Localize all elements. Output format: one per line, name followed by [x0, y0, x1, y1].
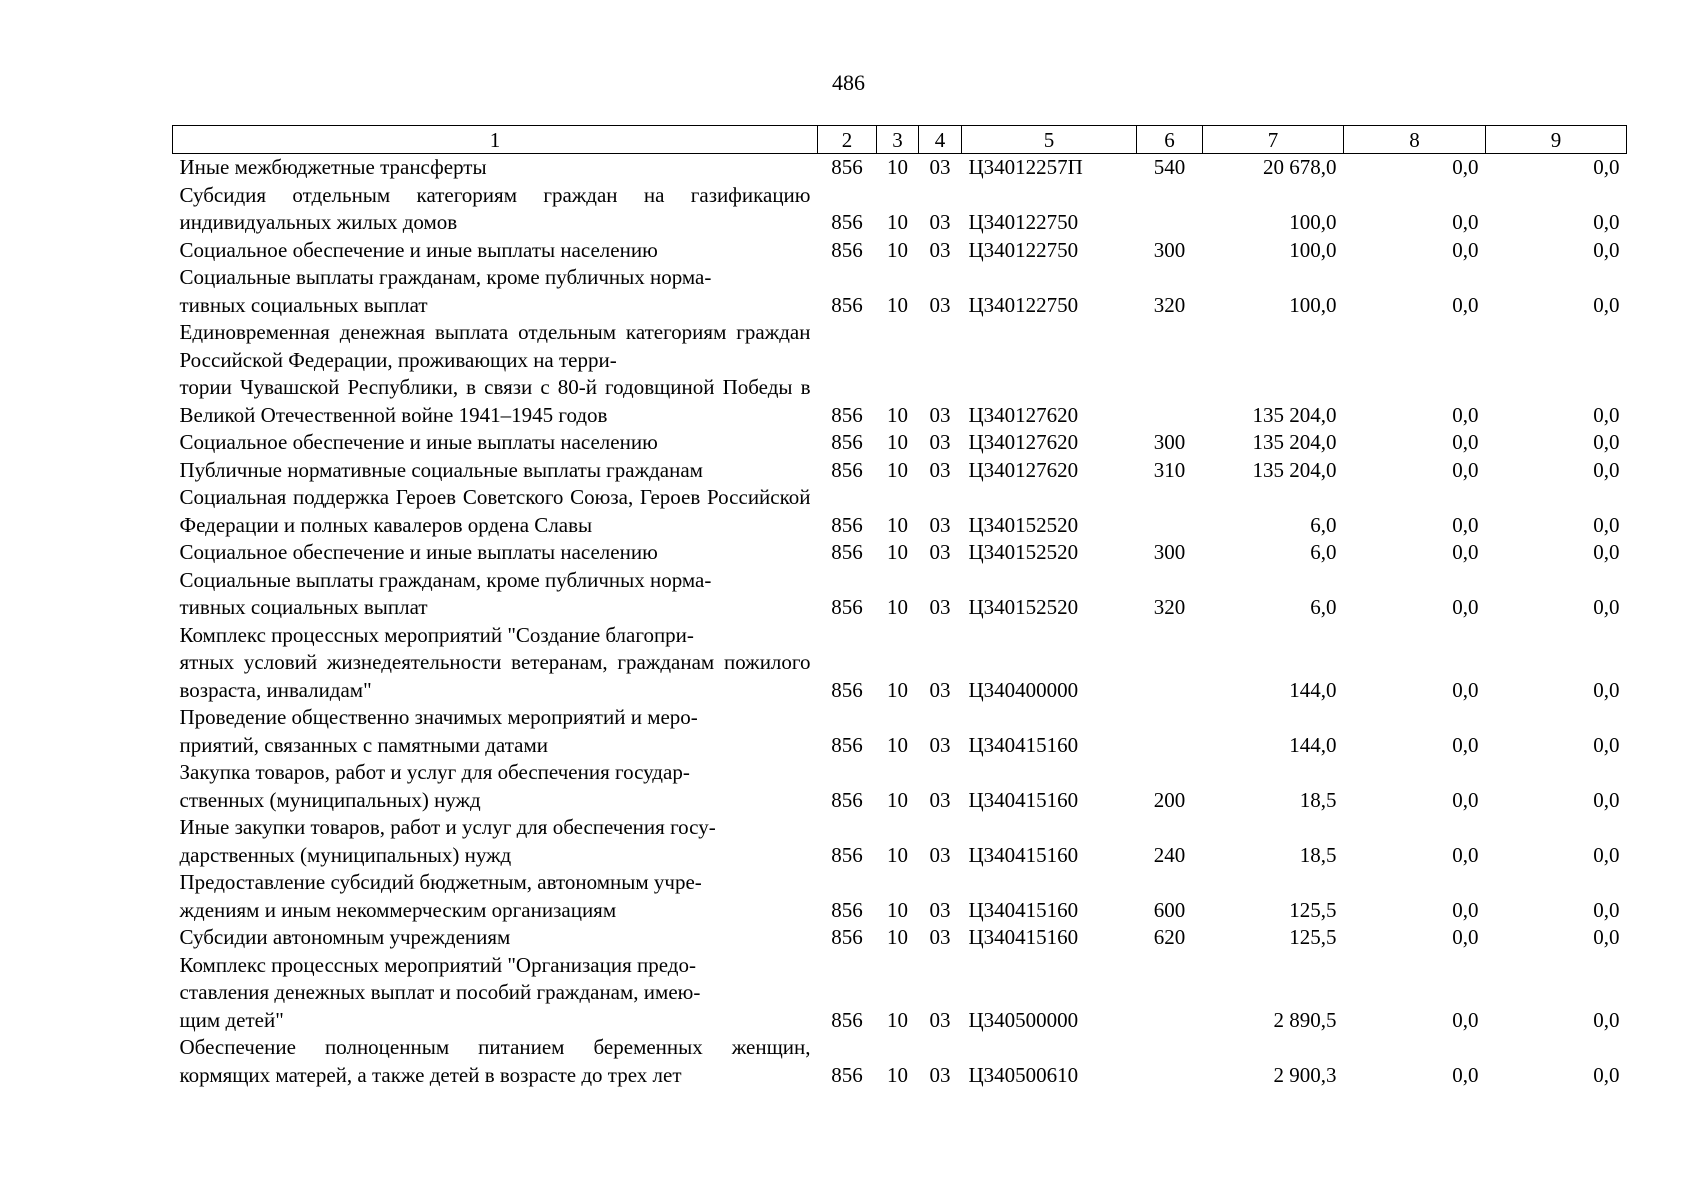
section-code: 10 [887, 677, 908, 702]
amount-col9: 0,0 [1593, 237, 1620, 262]
amount-col8: 0,0 [1452, 677, 1479, 702]
target-article-code: Ц340127620 [968, 457, 1079, 482]
table-row [173, 429, 1627, 457]
target-article-code: Ц340400000 [968, 677, 1079, 702]
admin-code: 856 [831, 897, 863, 922]
amount-col7: 125,5 [1289, 897, 1337, 922]
admin-code: 856 [831, 210, 863, 234]
table-body [173, 154, 1627, 1090]
amount-col9: 0,0 [1593, 677, 1620, 702]
amount-col8: 0,0 [1452, 925, 1479, 949]
amount-col7: 2 890,5 [1273, 1007, 1337, 1032]
target-article-code: Ц340415160 [968, 732, 1079, 757]
amount-col7: 18,5 [1299, 842, 1337, 867]
amount-col8: 0,0 [1452, 732, 1479, 757]
admin-code: 856 [831, 787, 863, 812]
table-row [173, 154, 1627, 182]
expense-type-code: 600 [1153, 897, 1186, 922]
amount-col9: 0,0 [1593, 787, 1620, 812]
expense-type-code: 300 [1153, 540, 1186, 564]
target-article-code: Ц340415160 [968, 842, 1079, 867]
amount-col7: 6,0 [1310, 540, 1337, 564]
row-name: Социальное обеспечение и иные выплаты населению [179, 540, 658, 564]
admin-code: 856 [831, 925, 863, 949]
admin-code: 856 [831, 842, 863, 867]
amount-col9: 0,0 [1593, 897, 1620, 922]
expense-type-code: 200 [1153, 787, 1186, 812]
table-row [173, 484, 1627, 539]
amount-col7: 100,0 [1289, 292, 1337, 317]
amount-col7: 144,0 [1289, 732, 1337, 757]
amount-col8: 0,0 [1452, 430, 1479, 454]
amount-col8: 0,0 [1452, 540, 1479, 564]
expense-type-code: 310 [1153, 457, 1186, 482]
table-row [173, 567, 1627, 622]
target-article-code: Ц340500000 [968, 1007, 1079, 1032]
row-name: Субсидия отдельным категориям граждан на газификацию индивидуальных жилых домов [179, 182, 811, 234]
column-header-6: 6 [1137, 126, 1203, 154]
admin-code: 856 [831, 237, 863, 262]
target-article-code: Ц340152520 [968, 595, 1079, 619]
expense-type-code [1137, 319, 1203, 429]
target-article-code: Ц340122750 [968, 210, 1079, 234]
amount-col7: 135 204,0 [1252, 457, 1337, 482]
expense-type-code: 620 [1153, 925, 1186, 949]
amount-col7: 125,5 [1289, 925, 1337, 949]
table-row [173, 814, 1627, 869]
amount-col9: 0,0 [1593, 595, 1620, 619]
amount-col7: 20 678,0 [1263, 155, 1337, 179]
subsection-code: 03 [929, 210, 951, 234]
amount-col9: 0,0 [1593, 1007, 1620, 1032]
admin-code: 856 [831, 512, 863, 537]
subsection-code: 03 [929, 897, 951, 922]
expense-type-code [1137, 1034, 1203, 1089]
target-article-code: Ц340127620 [968, 402, 1079, 427]
subsection-code: 03 [929, 155, 951, 179]
expense-type-code [1137, 704, 1203, 759]
expense-type-code: 240 [1153, 842, 1186, 867]
section-code: 10 [887, 842, 908, 867]
amount-col7: 135 204,0 [1252, 402, 1337, 427]
target-article-code: Ц340415160 [968, 925, 1079, 949]
amount-col8: 0,0 [1452, 787, 1479, 812]
page-number: 486 [832, 70, 865, 95]
amount-col8: 0,0 [1452, 1007, 1479, 1032]
admin-code: 856 [831, 457, 863, 482]
row-name: Закупка товаров, работ и услуг для обеспечения государ- ственных (муниципальных) нужд [179, 760, 690, 812]
amount-col9: 0,0 [1593, 1062, 1620, 1087]
subsection-code: 03 [929, 512, 951, 537]
row-name: Предоставление субсидий бюджетным, автономным учре- ждениям и иным некоммерческим организациям [179, 870, 702, 922]
amount-col8: 0,0 [1452, 842, 1479, 867]
subsection-code: 03 [929, 430, 951, 454]
section-code: 10 [887, 595, 908, 619]
row-name: Субсидии автономным учреждениям [179, 925, 511, 949]
amount-col7: 100,0 [1289, 237, 1337, 262]
column-header-5: 5 [962, 126, 1137, 154]
section-code: 10 [887, 732, 908, 757]
subsection-code: 03 [929, 402, 951, 427]
amount-col8: 0,0 [1452, 237, 1479, 262]
table-row [173, 539, 1627, 567]
subsection-code: 03 [929, 237, 951, 262]
column-header-1: 1 [173, 126, 818, 154]
table-row [173, 1034, 1627, 1089]
column-header-8: 8 [1344, 126, 1486, 154]
section-code: 10 [887, 402, 908, 427]
amount-col9: 0,0 [1593, 430, 1620, 454]
expense-type-code [1137, 622, 1203, 705]
subsection-code: 03 [929, 292, 951, 317]
column-header-7: 7 [1203, 126, 1344, 154]
subsection-code: 03 [929, 732, 951, 757]
amount-col8: 0,0 [1452, 595, 1479, 619]
section-code: 10 [887, 512, 908, 537]
amount-col7: 2 900,3 [1273, 1062, 1337, 1087]
table-row [173, 457, 1627, 485]
table-row [173, 924, 1627, 952]
expense-type-code [1137, 182, 1203, 237]
section-code: 10 [887, 1062, 908, 1087]
table-row [173, 237, 1627, 265]
admin-code: 856 [831, 1007, 863, 1032]
table-row [173, 319, 1627, 429]
amount-col7: 100,0 [1289, 210, 1337, 234]
section-code: 10 [887, 925, 908, 949]
column-header-2: 2 [818, 126, 877, 154]
subsection-code: 03 [929, 842, 951, 867]
target-article-code: Ц340415160 [968, 897, 1079, 922]
subsection-code: 03 [929, 540, 951, 564]
amount-col9: 0,0 [1593, 292, 1620, 317]
section-code: 10 [887, 210, 908, 234]
row-name: Иные закупки товаров, работ и услуг для обеспечения госу- дарственных (муниципальных) нужд [179, 815, 716, 867]
table-row [173, 704, 1627, 759]
amount-col8: 0,0 [1452, 1062, 1479, 1087]
table-row [173, 952, 1627, 1035]
subsection-code: 03 [929, 787, 951, 812]
amount-col9: 0,0 [1593, 925, 1620, 949]
section-code: 10 [887, 540, 908, 564]
admin-code: 856 [831, 732, 863, 757]
amount-col8: 0,0 [1452, 210, 1479, 234]
row-name: Социальная поддержка Героев Советского Союза, Героев Российской Федерации и полных кавалеров ордена Славы [179, 485, 811, 537]
admin-code: 856 [831, 402, 863, 427]
admin-code: 856 [831, 677, 863, 702]
section-code: 10 [887, 1007, 908, 1032]
expense-type-code [1137, 952, 1203, 1035]
amount-col9: 0,0 [1593, 210, 1620, 234]
expense-type-code: 300 [1153, 237, 1186, 262]
row-name: Социальные выплаты гражданам, кроме публичных норма- тивных социальных выплат [179, 265, 712, 317]
subsection-code: 03 [929, 1007, 951, 1032]
admin-code: 856 [831, 540, 863, 564]
expense-type-code: 540 [1153, 155, 1186, 179]
row-name: Обеспечение полноценным питанием беременных женщин, кормящих матерей, а также детей в возрасте до трех лет [179, 1035, 811, 1087]
subsection-code: 03 [929, 1062, 951, 1087]
section-code: 10 [887, 457, 908, 482]
row-name: Социальное обеспечение и иные выплаты населению [179, 237, 658, 262]
row-name: Иные межбюджетные трансферты [179, 155, 487, 179]
subsection-code: 03 [929, 595, 951, 619]
amount-col8: 0,0 [1452, 155, 1479, 179]
amount-col7: 18,5 [1299, 787, 1337, 812]
column-header-3: 3 [877, 126, 919, 154]
table-row [173, 869, 1627, 924]
row-name: Проведение общественно значимых мероприятий и меро- приятий, связанных с памятными датами [179, 705, 698, 757]
target-article-code: Ц340152520 [968, 512, 1079, 537]
section-code: 10 [887, 155, 908, 179]
amount-col9: 0,0 [1593, 155, 1620, 179]
amount-col9: 0,0 [1593, 457, 1620, 482]
expense-type-code: 320 [1153, 292, 1186, 317]
expense-type-code [1137, 484, 1203, 539]
expense-type-code: 300 [1153, 430, 1186, 454]
amount-col9: 0,0 [1593, 512, 1620, 537]
amount-col9: 0,0 [1593, 540, 1620, 564]
column-header-4: 4 [919, 126, 962, 154]
amount-col7: 144,0 [1289, 677, 1337, 702]
table-row [173, 622, 1627, 705]
subsection-code: 03 [929, 457, 951, 482]
target-article-code: Ц340152520 [968, 540, 1079, 564]
target-article-code: Ц34012257П [968, 155, 1083, 179]
budget-table [172, 125, 1627, 1089]
target-article-code: Ц340415160 [968, 787, 1079, 812]
admin-code: 856 [831, 1062, 863, 1087]
admin-code: 856 [831, 595, 863, 619]
expense-type-code: 320 [1153, 595, 1186, 619]
target-article-code: Ц340122750 [968, 292, 1079, 317]
subsection-code: 03 [929, 677, 951, 702]
table-row [173, 264, 1627, 319]
table-row [173, 182, 1627, 237]
section-code: 10 [887, 237, 908, 262]
amount-col9: 0,0 [1593, 842, 1620, 867]
row-name: Комплекс процессных мероприятий "Создание благопри- ятных условий жизнедеятельности ветеранам, гражданам пожилого возраста, инвалидам" [179, 622, 811, 702]
section-code: 10 [887, 897, 908, 922]
row-name: Социальное обеспечение и иные выплаты населению [179, 430, 658, 454]
amount-col8: 0,0 [1452, 512, 1479, 537]
row-name: Единовременная денежная выплата отдельным категориям граждан Российской Федерации, проживающих на терри- тории Чувашской Республики, в связи с 80-й годовщиной Победы в Великой Отечественной войне 1941–1945 годов [179, 320, 811, 427]
amount-col8: 0,0 [1452, 402, 1479, 427]
section-code: 10 [887, 292, 908, 317]
subsection-code: 03 [929, 925, 951, 949]
amount-col9: 0,0 [1593, 402, 1620, 427]
amount-col7: 6,0 [1310, 512, 1337, 537]
amount-col9: 0,0 [1593, 732, 1620, 757]
section-code: 10 [887, 430, 908, 454]
admin-code: 856 [831, 155, 863, 179]
amount-col8: 0,0 [1452, 897, 1479, 922]
row-name: Публичные нормативные социальные выплаты гражданам [179, 457, 703, 482]
amount-col8: 0,0 [1452, 292, 1479, 317]
amount-col7: 135 204,0 [1252, 430, 1337, 454]
row-name: Комплекс процессных мероприятий "Организация предо- ставления денежных выплат и пособий гражданам, имею- щим детей" [179, 952, 701, 1032]
target-article-code: Ц340500610 [968, 1062, 1079, 1087]
row-name: Социальные выплаты гражданам, кроме публичных норма- тивных социальных выплат [179, 567, 712, 619]
column-header-row [173, 126, 1627, 154]
target-article-code: Ц340122750 [968, 237, 1079, 262]
amount-col8: 0,0 [1452, 457, 1479, 482]
amount-col7: 6,0 [1310, 595, 1337, 619]
section-code: 10 [887, 787, 908, 812]
admin-code: 856 [831, 430, 863, 454]
target-article-code: Ц340127620 [968, 430, 1079, 454]
admin-code: 856 [831, 292, 863, 317]
table-row [173, 759, 1627, 814]
column-header-9: 9 [1486, 126, 1627, 154]
